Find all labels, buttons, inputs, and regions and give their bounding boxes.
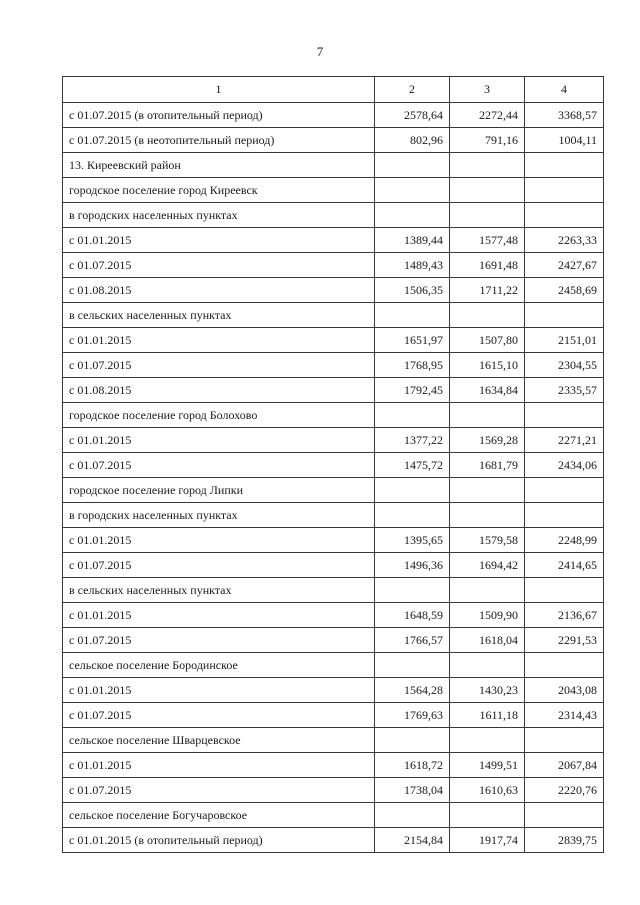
value-cell-col-4: 2434,06 [525, 453, 604, 478]
value-cell-col-2: 1506,35 [375, 278, 450, 303]
row-label-cell: городское поселение город Липки [63, 478, 375, 503]
value-cell-col-3 [450, 303, 525, 328]
value-cell-col-4: 1004,11 [525, 128, 604, 153]
row-label-cell: с 01.01.2015 [63, 328, 375, 353]
value-cell-col-2 [375, 803, 450, 828]
value-cell-col-4 [525, 803, 604, 828]
value-cell-col-2: 1768,95 [375, 353, 450, 378]
header-cell-4: 4 [525, 77, 604, 103]
table-row [63, 453, 604, 478]
page-number: 7 [316, 44, 324, 59]
value-cell-col-4: 2043,08 [525, 678, 604, 703]
value-cell-col-4: 2136,67 [525, 603, 604, 628]
value-cell-col-2: 2154,84 [375, 828, 450, 853]
header-cell-1: 1 [63, 77, 375, 103]
value-cell-col-3: 1634,84 [450, 378, 525, 403]
table-row [63, 603, 604, 628]
value-cell-col-2 [375, 653, 450, 678]
row-label-cell: с 01.07.2015 (в неотопительный период) [63, 128, 375, 153]
value-cell-col-3: 1711,22 [450, 278, 525, 303]
value-cell-col-3: 1507,80 [450, 328, 525, 353]
value-cell-col-3: 1610,63 [450, 778, 525, 803]
row-label-cell: с 01.08.2015 [63, 278, 375, 303]
value-cell-col-4 [525, 403, 604, 428]
table-row [63, 803, 604, 828]
value-cell-col-2: 1769,63 [375, 703, 450, 728]
row-label-cell: с 01.07.2015 [63, 553, 375, 578]
value-cell-col-3: 1615,10 [450, 353, 525, 378]
row-label-cell: городское поселение город Киреевск [63, 178, 375, 203]
table-row [63, 278, 604, 303]
value-cell-col-3: 1694,42 [450, 553, 525, 578]
row-label-cell: городское поселение город Болохово [63, 403, 375, 428]
value-cell-col-4: 2335,57 [525, 378, 604, 403]
value-cell-col-4: 2304,55 [525, 353, 604, 378]
value-cell-col-2 [375, 153, 450, 178]
table-row [63, 128, 604, 153]
row-label-cell: с 01.07.2015 (в отопительный период) [63, 103, 375, 128]
value-cell-col-3: 2272,44 [450, 103, 525, 128]
value-cell-col-3: 1577,48 [450, 228, 525, 253]
value-cell-col-2 [375, 478, 450, 503]
value-cell-col-3 [450, 153, 525, 178]
table-row [63, 178, 604, 203]
value-cell-col-3 [450, 803, 525, 828]
value-cell-col-2: 1766,57 [375, 628, 450, 653]
value-cell-col-4: 2220,76 [525, 778, 604, 803]
row-label-cell: в сельских населенных пунктах [63, 578, 375, 603]
table-row [63, 828, 604, 853]
table-row [63, 778, 604, 803]
value-cell-col-4: 2067,84 [525, 753, 604, 778]
table-row [63, 353, 604, 378]
value-cell-col-3: 791,16 [450, 128, 525, 153]
table-row [63, 153, 604, 178]
value-cell-col-2: 1496,36 [375, 553, 450, 578]
table-row [63, 678, 604, 703]
value-cell-col-2 [375, 303, 450, 328]
value-cell-col-2: 1618,72 [375, 753, 450, 778]
row-label-cell: с 01.07.2015 [63, 778, 375, 803]
value-cell-col-2: 2578,64 [375, 103, 450, 128]
row-label-cell: с 01.01.2015 [63, 428, 375, 453]
table-row [63, 328, 604, 353]
value-cell-col-2 [375, 503, 450, 528]
row-label-cell: сельское поселение Богучаровское [63, 803, 375, 828]
table-header-row [63, 77, 604, 103]
value-cell-col-4: 2458,69 [525, 278, 604, 303]
row-label-cell: сельское поселение Шварцевское [63, 728, 375, 753]
value-cell-col-4 [525, 153, 604, 178]
value-cell-col-4: 2291,53 [525, 628, 604, 653]
value-cell-col-3 [450, 728, 525, 753]
value-cell-col-3: 1579,58 [450, 528, 525, 553]
value-cell-col-3 [450, 203, 525, 228]
value-cell-col-2: 1792,45 [375, 378, 450, 403]
row-label-cell: с 01.07.2015 [63, 453, 375, 478]
value-cell-col-2 [375, 178, 450, 203]
value-cell-col-2: 1377,22 [375, 428, 450, 453]
value-cell-col-3 [450, 403, 525, 428]
value-cell-col-2: 1738,04 [375, 778, 450, 803]
value-cell-col-3: 1430,23 [450, 678, 525, 703]
table-row [63, 753, 604, 778]
value-cell-col-3 [450, 178, 525, 203]
tariff-table [62, 76, 604, 853]
table-row [63, 628, 604, 653]
value-cell-col-3 [450, 503, 525, 528]
value-cell-col-2: 802,96 [375, 128, 450, 153]
table-row [63, 303, 604, 328]
table-row [63, 528, 604, 553]
value-cell-col-2: 1395,65 [375, 528, 450, 553]
value-cell-col-4 [525, 503, 604, 528]
value-cell-col-4 [525, 728, 604, 753]
row-label-cell: с 01.01.2015 [63, 753, 375, 778]
row-label-cell: с 01.01.2015 [63, 528, 375, 553]
value-cell-col-3: 1509,90 [450, 603, 525, 628]
row-label-cell: в городских населенных пунктах [63, 203, 375, 228]
value-cell-col-4: 2839,75 [525, 828, 604, 853]
table-row [63, 403, 604, 428]
row-label-cell: с 01.01.2015 (в отопительный период) [63, 828, 375, 853]
value-cell-col-3 [450, 478, 525, 503]
row-label-cell: с 01.01.2015 [63, 228, 375, 253]
value-cell-col-4 [525, 578, 604, 603]
value-cell-col-2: 1651,97 [375, 328, 450, 353]
table-row [63, 428, 604, 453]
row-label-cell: с 01.01.2015 [63, 603, 375, 628]
value-cell-col-3: 1691,48 [450, 253, 525, 278]
row-label-cell: в городских населенных пунктах [63, 503, 375, 528]
value-cell-col-2 [375, 203, 450, 228]
value-cell-col-3: 1681,79 [450, 453, 525, 478]
value-cell-col-4 [525, 478, 604, 503]
table-row [63, 653, 604, 678]
value-cell-col-4 [525, 178, 604, 203]
value-cell-col-4 [525, 653, 604, 678]
row-label-cell: 13. Киреевский район [63, 153, 375, 178]
value-cell-col-3: 1917,74 [450, 828, 525, 853]
value-cell-col-4: 2427,67 [525, 253, 604, 278]
value-cell-col-2: 1648,59 [375, 603, 450, 628]
table-row [63, 578, 604, 603]
row-label-cell: в сельских населенных пунктах [63, 303, 375, 328]
value-cell-col-4: 3368,57 [525, 103, 604, 128]
table-row [63, 553, 604, 578]
value-cell-col-2: 1475,72 [375, 453, 450, 478]
table-row [63, 478, 604, 503]
value-cell-col-4: 2248,99 [525, 528, 604, 553]
value-cell-col-4: 2263,33 [525, 228, 604, 253]
row-label-cell: с 01.08.2015 [63, 378, 375, 403]
value-cell-col-2: 1489,43 [375, 253, 450, 278]
table-row [63, 728, 604, 753]
row-label-cell: с 01.07.2015 [63, 253, 375, 278]
value-cell-col-4 [525, 303, 604, 328]
value-cell-col-3: 1499,51 [450, 753, 525, 778]
header-cell-2: 2 [375, 77, 450, 103]
table-row [63, 703, 604, 728]
row-label-cell: с 01.01.2015 [63, 678, 375, 703]
value-cell-col-2 [375, 403, 450, 428]
value-cell-col-3: 1569,28 [450, 428, 525, 453]
value-cell-col-2: 1389,44 [375, 228, 450, 253]
value-cell-col-3: 1611,18 [450, 703, 525, 728]
table-row [63, 103, 604, 128]
table-row [63, 228, 604, 253]
value-cell-col-4: 2314,43 [525, 703, 604, 728]
table-row [63, 378, 604, 403]
value-cell-col-4: 2151,01 [525, 328, 604, 353]
value-cell-col-4 [525, 203, 604, 228]
value-cell-col-3 [450, 653, 525, 678]
row-label-cell: с 01.07.2015 [63, 703, 375, 728]
value-cell-col-3 [450, 578, 525, 603]
header-cell-3: 3 [450, 77, 525, 103]
value-cell-col-4: 2414,65 [525, 553, 604, 578]
row-label-cell: с 01.07.2015 [63, 628, 375, 653]
value-cell-col-2 [375, 728, 450, 753]
value-cell-col-2: 1564,28 [375, 678, 450, 703]
table-row [63, 503, 604, 528]
table-row [63, 253, 604, 278]
row-label-cell: с 01.07.2015 [63, 353, 375, 378]
value-cell-col-4: 2271,21 [525, 428, 604, 453]
row-label-cell: сельское поселение Бородинское [63, 653, 375, 678]
value-cell-col-3: 1618,04 [450, 628, 525, 653]
table-row [63, 203, 604, 228]
value-cell-col-2 [375, 578, 450, 603]
